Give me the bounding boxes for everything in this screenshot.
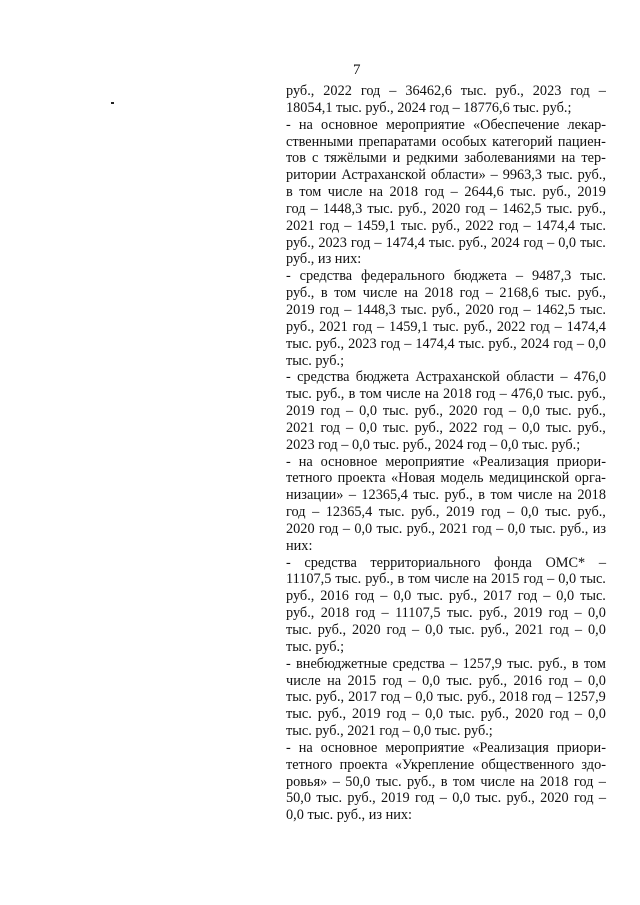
text-line: руб., из них: [286, 251, 362, 268]
text-line: тыс. руб., в том числе на 2018 год – 476,0 тыс. руб., [286, 386, 606, 403]
text-line: тыс. руб., 2021 год – 0,0 тыс. руб.; [286, 723, 493, 740]
text-line: 11107,5 тыс. руб., в том числе на 2015 год – 0,0 тыс. [286, 571, 606, 588]
text-line: ственными препаратами особых категорий пациен- [286, 133, 606, 150]
text-line: тетного проекта «Укрепление общественного здо- [286, 756, 606, 773]
text-line: - средства территориального фонда ОМС* – [286, 554, 606, 571]
text-line: 2019 год – 0,0 тыс. руб., 2020 год – 0,0 тыс. руб., [286, 403, 606, 420]
text-line: 0,0 тыс. руб., из них: [286, 807, 413, 824]
text-line: ровья» – 50,0 тыс. руб., в том числе на 2018 год – [286, 773, 606, 790]
text-line: тыс. руб., 2017 год – 0,0 тыс. руб., 2018 год – 1257,9 [286, 689, 606, 706]
text-line: - внебюджетные средства – 1257,9 тыс. руб., в том [286, 655, 606, 672]
text-line: 2020 год – 0,0 тыс. руб., 2021 год – 0,0 тыс. руб., из [286, 520, 606, 537]
text-line: тетного проекта «Новая модель медицинской орга- [286, 470, 606, 487]
page-number: 7 [353, 62, 361, 78]
text-line: тыс. руб., 2020 год – 0,0 тыс. руб., 2021 год – 0,0 [286, 622, 606, 638]
text-line: 2019 год – 1448,3 тыс. руб., 2020 год – 1462,5 тыс. [286, 301, 606, 318]
text-line: тыс. руб.; [286, 638, 345, 655]
text-line: 18054,1 тыс. руб., 2024 год – 18776,6 тыс. руб.; [286, 99, 572, 116]
text-line: 50,0 тыс. руб., 2019 год – 0,0 тыс. руб., 2020 год – [286, 790, 606, 807]
text-line: руб., 2016 год – 0,0 тыс. руб., 2017 год – 0,0 тыс. [286, 588, 606, 605]
text-line: руб., 2022 год – 36462,6 тыс. руб., 2023 год – [286, 83, 606, 99]
text-line: руб., 2018 год – 11107,5 тыс. руб., 2019 год – 0,0 [286, 605, 606, 622]
text-line: числе на 2015 год – 0,0 тыс. руб., 2016 год – 0,0 [286, 672, 606, 689]
text-line: тыс. руб., 2019 год – 0,0 тыс. руб., 2020 год – 0,0 [286, 706, 606, 723]
text-line: низации» – 12365,4 тыс. руб., в том числе на 2018 [286, 487, 606, 504]
text-line: в том числе на 2018 год – 2644,6 тыс. руб., 2019 [286, 184, 606, 201]
text-line: - на основное мероприятие «Обеспечение лекар- [286, 116, 606, 133]
text-line: - на основное мероприятие «Реализация приори- [286, 739, 606, 756]
text-line: руб., 2021 год – 1459,1 тыс. руб., 2022 год – 1474,4 [286, 318, 606, 335]
text-line: - средства бюджета Астраханской области – 476,0 [286, 369, 606, 386]
text-line: год – 12365,4 тыс. руб., 2019 год – 0,0 тыс. руб., [286, 504, 606, 521]
text-line: 2023 год – 0,0 тыс. руб., 2024 год – 0,0 тыс. руб.; [286, 436, 581, 453]
text-line: тыс. руб.; [286, 352, 345, 369]
text-line: 2021 год – 0,0 тыс. руб., 2022 год – 0,0 тыс. руб., [286, 419, 606, 436]
text-line: тыс. руб., 2023 год – 1474,4 тыс. руб., 2024 год – 0,0 [286, 335, 606, 352]
document-text-column [286, 83, 606, 824]
text-line: руб., в том числе на 2018 год – 2168,6 тыс. руб., [286, 285, 606, 302]
text-line: - средства федерального бюджета – 9487,3 тыс. [286, 268, 606, 285]
text-line: год – 1448,3 тыс. руб., 2020 год – 1462,5 тыс. руб., [286, 200, 606, 217]
text-line: - на основное мероприятие «Реализация приори- [286, 453, 606, 470]
margin-dot [111, 102, 114, 104]
text-line: тов с тяжёлыми и редкими заболеваниями на тер- [286, 150, 606, 167]
text-line: ритории Астраханской области» – 9963,3 тыс. руб., [286, 167, 606, 184]
text-line: руб., 2023 год – 1474,4 тыс. руб., 2024 год – 0,0 тыс. [286, 234, 606, 251]
text-line: них: [286, 537, 313, 554]
text-line: 2021 год – 1459,1 тыс. руб., 2022 год – 1474,4 тыс. [286, 217, 606, 234]
